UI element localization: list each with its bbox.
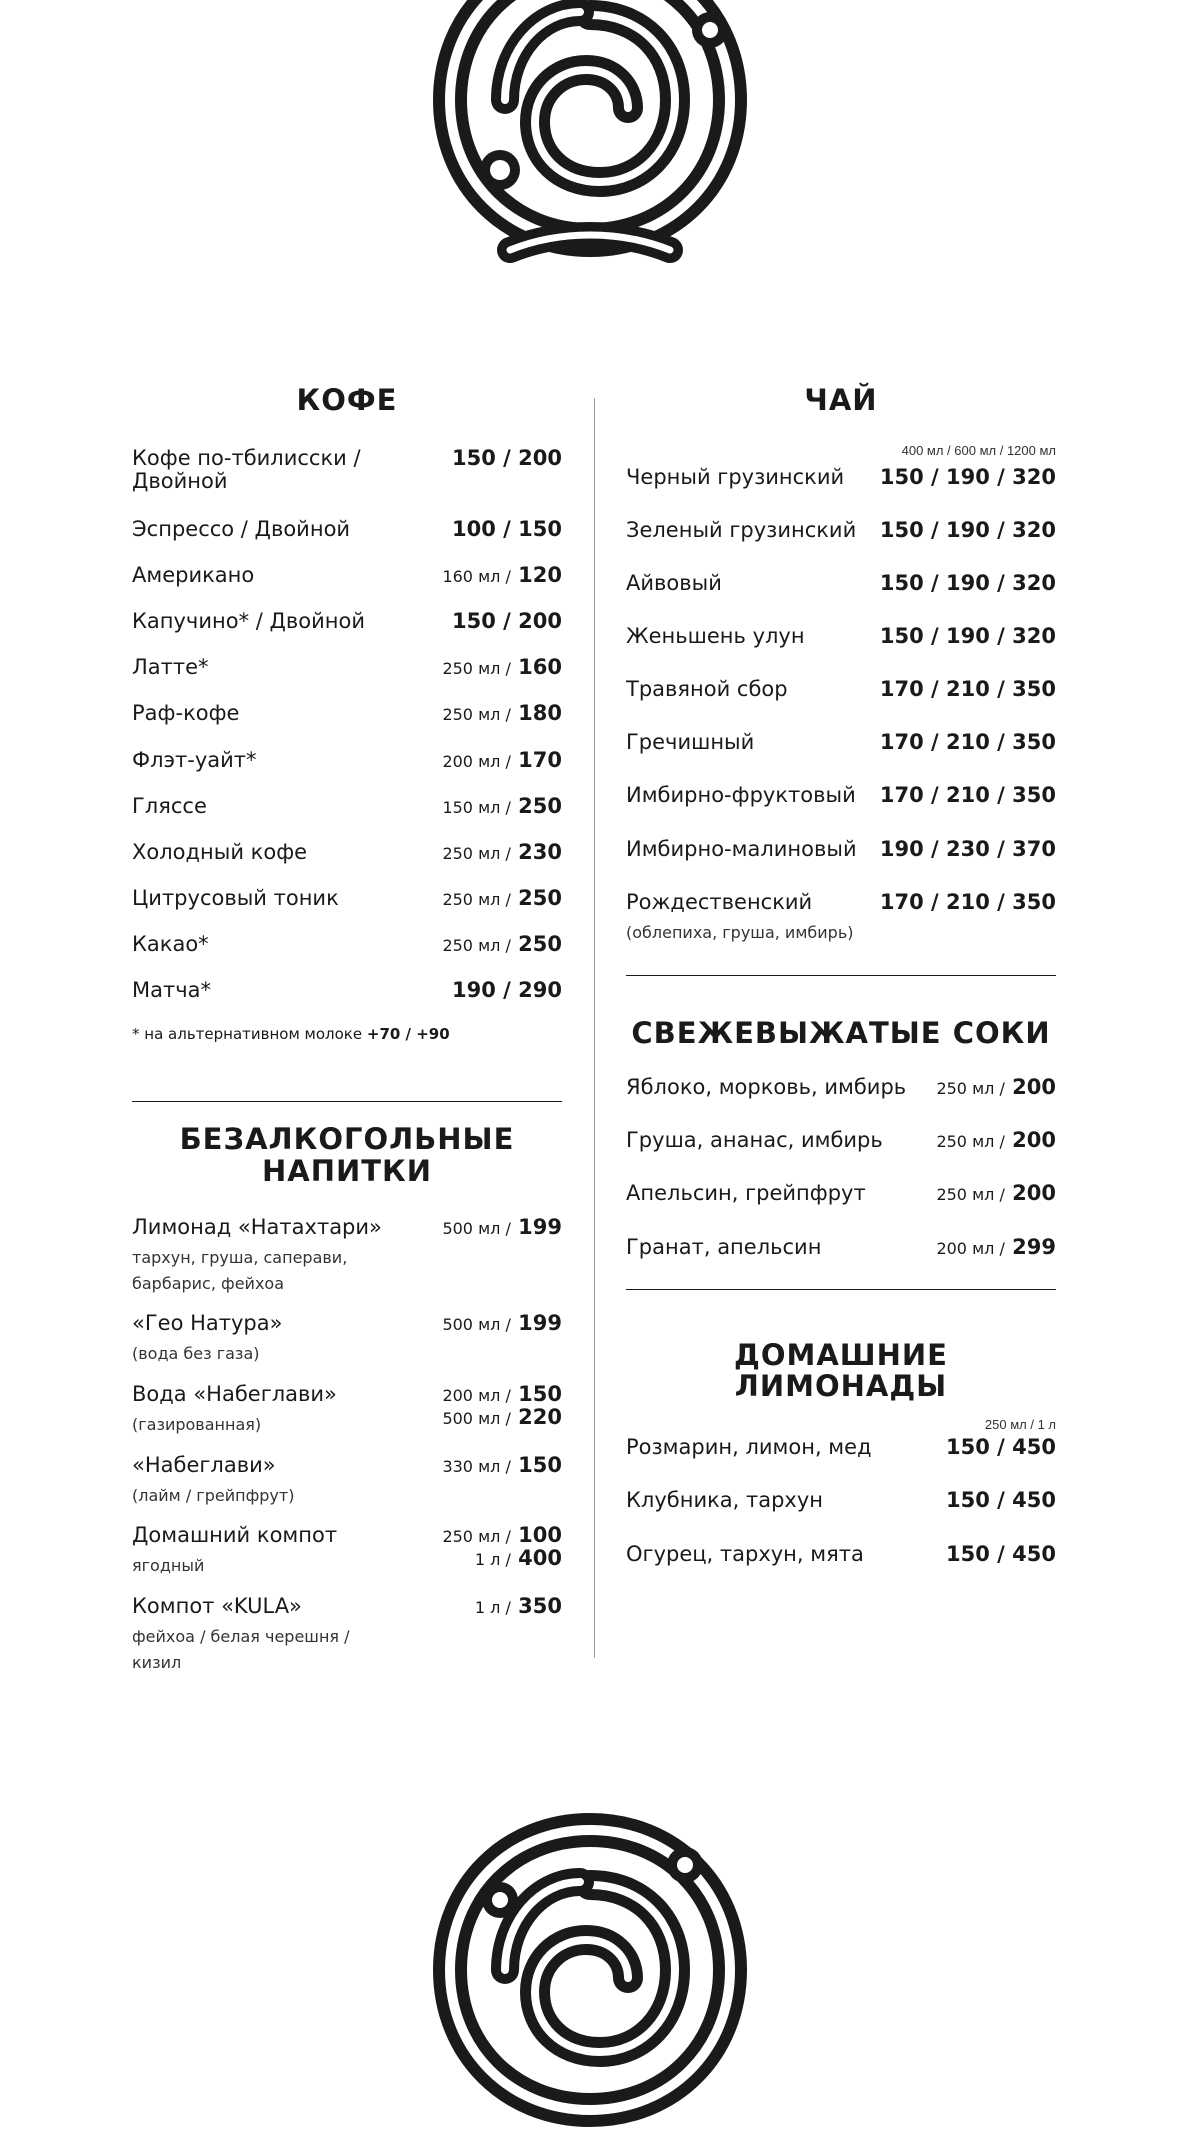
menu-item-row: [132, 1454, 562, 1509]
item-volume: 250 мл /: [936, 1185, 1005, 1205]
item-text: [132, 1454, 294, 1509]
menu-item-row: [132, 1216, 562, 1296]
coffee-list: [132, 447, 562, 1002]
item-description: тархун, груша, саперави, барбарис, фейхоа: [132, 1247, 348, 1293]
menu-item: [626, 572, 1056, 595]
menu-item: [626, 1182, 1056, 1205]
item-price: [452, 610, 562, 633]
menu-item: [132, 1524, 562, 1579]
item-price: [442, 887, 562, 910]
item-price-value: 350: [518, 1593, 562, 1618]
item-name: Зеленый грузинский: [626, 517, 857, 542]
menu-item: [132, 656, 562, 679]
menu-item-row: [132, 1524, 562, 1579]
item-price: [936, 1182, 1056, 1205]
item-name: Розмарин, лимон, мед: [626, 1435, 872, 1460]
tea-volumes-note: 400 мл / 600 мл / 1200 мл: [901, 442, 1056, 458]
menu-item: [132, 979, 562, 1002]
item-name: Эспрессо / Двойной: [132, 517, 351, 542]
item-name: Кофе по-тбилисски / Двойной: [132, 445, 361, 493]
item-description: ягодный: [132, 1556, 205, 1576]
section-divider: [132, 1101, 562, 1102]
item-price: 150 / 450: [946, 1435, 1056, 1460]
price-line: [442, 1383, 562, 1406]
item-price: [442, 564, 562, 587]
item-price-value: 190 / 290: [452, 978, 562, 1003]
soft-drinks-title-line1: БЕЗАЛКОГОЛЬНЫЕ: [179, 1122, 515, 1157]
ornament-logo-icon: [410, 0, 770, 280]
item-volume: 250 мл /: [442, 889, 511, 909]
item-volume: 250 мл /: [442, 705, 511, 725]
item-price: 150 / 190 / 320: [879, 571, 1056, 596]
menu-item: [626, 625, 1056, 648]
item-price-value: 150: [518, 1381, 562, 1406]
menu-item-row: [132, 1312, 562, 1367]
menu-item: [132, 749, 562, 772]
item-name: Айвовый: [626, 571, 722, 596]
item-price: 150 / 450: [946, 1488, 1056, 1513]
item-price: [442, 795, 562, 818]
item-volume: 150 мл /: [442, 797, 511, 817]
item-name: «Гео Натура»: [132, 1311, 283, 1336]
item-price: 150 / 190 / 320: [879, 517, 1056, 542]
item-volume: 500 мл /: [442, 1315, 511, 1335]
item-text: [132, 1312, 282, 1367]
item-name: Лимонад «Натахтари»: [132, 1214, 382, 1239]
item-name: «Набеглави»: [132, 1452, 276, 1477]
item-name: Цитрусовый тоник: [132, 885, 339, 910]
item-text: [626, 891, 853, 946]
item-text: [132, 1595, 392, 1675]
juices-list: [626, 1076, 1056, 1258]
item-price: [442, 933, 562, 956]
soft-drinks-list: [132, 1216, 562, 1675]
item-text: [132, 1383, 337, 1438]
menu-item-row: [132, 1595, 562, 1675]
item-name: Яблоко, морковь, имбирь: [626, 1075, 907, 1100]
lemonades-volumes-note: 250 мл / 1 л: [984, 1417, 1056, 1433]
item-text: [132, 1524, 337, 1579]
menu-item: [132, 933, 562, 956]
item-volume: 330 мл /: [442, 1456, 511, 1476]
item-price: [936, 1129, 1056, 1152]
item-price-value: 199: [518, 1311, 562, 1336]
item-price-value: 170: [518, 747, 562, 772]
item-price-value: 250: [518, 793, 562, 818]
section-divider: [626, 975, 1056, 976]
item-name: Латте*: [132, 655, 209, 680]
item-description: (вода без газа): [132, 1344, 260, 1364]
menu-item: [132, 841, 562, 864]
item-volume: 250 мл /: [442, 1527, 511, 1547]
item-name: Гранат, апельсин: [626, 1234, 822, 1259]
soft-drinks-title-line2: НАПИТКИ: [261, 1154, 432, 1188]
item-price: [475, 1595, 562, 1618]
item-price: [442, 1454, 562, 1477]
item-volume: 250 мл /: [442, 659, 511, 679]
item-volume: 250 мл /: [936, 1132, 1005, 1152]
item-volume: 200 мл /: [442, 1385, 511, 1405]
item-name: Домашний компот: [132, 1523, 338, 1548]
item-price-value: 200: [1012, 1075, 1056, 1100]
coffee-title: КОФЕ: [296, 383, 398, 417]
menu-item: [626, 1489, 1056, 1512]
item-price: [936, 1076, 1056, 1099]
item-name: Капучино* / Двойной: [132, 609, 365, 634]
menu-item: [132, 702, 562, 725]
item-volume: 1 л /: [474, 1550, 511, 1570]
ornament-logo-icon: [410, 1790, 770, 2150]
item-price: [442, 702, 562, 725]
menu-item: [626, 1129, 1056, 1152]
item-name: Американо: [132, 563, 255, 588]
item-price: [442, 749, 562, 772]
section-divider: [626, 1289, 1056, 1290]
item-text: [626, 519, 856, 542]
item-price-value: 400: [518, 1546, 562, 1571]
menu-item: [132, 1595, 562, 1675]
item-name: Клубника, тархун: [626, 1488, 824, 1513]
item-description: (лайм / грейпфрут): [132, 1485, 295, 1505]
item-name: Травяной сбор: [626, 677, 788, 702]
menu-item: [626, 1076, 1056, 1099]
item-description: (газированная): [132, 1414, 262, 1434]
item-name: Какао*: [132, 931, 209, 956]
item-description: фейхоа / белая черешня / кизил: [132, 1627, 350, 1672]
coffee-footnote: [132, 1025, 562, 1043]
price-line: [442, 1216, 562, 1239]
item-price: 190 / 230 / 370: [879, 836, 1056, 861]
item-name: Женьшень улун: [626, 624, 805, 649]
item-name: Флэт-уайт*: [132, 747, 257, 772]
menu-item: [132, 1383, 562, 1438]
item-price-value: 250: [518, 931, 562, 956]
item-price: 170 / 210 / 350: [879, 889, 1056, 914]
item-text: [626, 731, 754, 754]
item-price: [936, 1236, 1056, 1259]
column-divider: [594, 398, 595, 1658]
menu-item-row: [132, 1383, 562, 1438]
price-line: [442, 1406, 562, 1429]
menu-item: [132, 518, 562, 541]
item-name: Гляссе: [132, 793, 207, 818]
item-volume: 500 мл /: [442, 1408, 511, 1428]
menu-item: [132, 564, 562, 587]
item-name: Гречишный: [626, 730, 755, 755]
lemonades-title: ДОМАШНИЕ ЛИМОНАДЫ: [734, 1337, 948, 1404]
item-volume: 250 мл /: [442, 935, 511, 955]
item-name: Груша, ананас, имбирь: [626, 1128, 883, 1153]
item-price-value: 199: [518, 1214, 562, 1239]
item-name: Рождественский: [626, 889, 813, 914]
price-line: [442, 1454, 562, 1477]
item-text: [626, 625, 805, 648]
menu-item: [626, 891, 1056, 946]
menu-item: [626, 466, 1056, 489]
item-volume: 250 мл /: [936, 1079, 1005, 1099]
item-price: [442, 656, 562, 679]
item-name: Раф-кофе: [132, 701, 240, 726]
item-price: 150 / 190 / 320: [879, 624, 1056, 649]
item-text: [626, 678, 788, 701]
item-price: 170 / 210 / 350: [879, 730, 1056, 755]
menu-item: [132, 447, 562, 493]
item-price-value: 120: [518, 563, 562, 588]
menu-item: [132, 1454, 562, 1509]
item-price-value: 150: [518, 1452, 562, 1477]
menu-item: [626, 1543, 1056, 1566]
menu-item: [626, 731, 1056, 754]
item-volume: 160 мл /: [442, 567, 511, 587]
tea-list: [626, 466, 1056, 945]
price-line: [442, 1312, 562, 1335]
price-line: [442, 1547, 562, 1570]
item-name: Имбирно-фруктовый: [626, 783, 856, 808]
item-price-value: 299: [1012, 1234, 1056, 1259]
item-price: [442, 1383, 562, 1429]
item-price-value: 150 / 200: [452, 445, 562, 470]
item-volume: 200 мл /: [442, 751, 511, 771]
menu-item: [626, 838, 1056, 861]
item-text: [626, 572, 722, 595]
menu-item: [626, 784, 1056, 807]
menu-item: [132, 1312, 562, 1367]
item-price: [442, 1312, 562, 1335]
item-volume: 200 мл /: [936, 1238, 1005, 1258]
item-name: Вода «Набеглави»: [132, 1381, 337, 1406]
item-price-value: 230: [518, 839, 562, 864]
menu-item: [132, 887, 562, 910]
item-price-value: 180: [518, 701, 562, 726]
item-price: [452, 447, 562, 470]
tea-title: ЧАЙ: [804, 383, 878, 417]
item-price: 150 / 450: [946, 1541, 1056, 1566]
item-price: [442, 841, 562, 864]
item-volume: 1 л /: [474, 1597, 511, 1617]
item-price-value: 200: [1012, 1128, 1056, 1153]
item-name: Холодный кофе: [132, 839, 308, 864]
item-price: [452, 979, 562, 1002]
lemonades-list: [626, 1436, 1056, 1565]
menu-item: [132, 610, 562, 633]
item-price-value: 160: [518, 655, 562, 680]
item-text: [626, 784, 856, 807]
menu-item: [626, 678, 1056, 701]
item-price: [442, 1216, 562, 1239]
price-line: [475, 1595, 562, 1618]
item-price: 170 / 210 / 350: [879, 783, 1056, 808]
footnote-text: * на альтернативном молоке: [132, 1025, 363, 1044]
item-price: [442, 1524, 562, 1570]
item-text: [132, 1216, 392, 1296]
item-description: (облепиха, груша, имбирь): [626, 922, 854, 942]
left-column: [132, 385, 562, 1691]
ornament-logo-bottom: [410, 1790, 770, 2150]
menu-item: [132, 1216, 562, 1296]
right-column: [626, 385, 1056, 1596]
item-price-value: 100: [518, 1523, 562, 1548]
item-text: [626, 466, 844, 489]
item-volume: 250 мл /: [442, 843, 511, 863]
item-price: 150 / 190 / 320: [879, 464, 1056, 489]
item-volume: 500 мл /: [442, 1218, 511, 1238]
item-price-value: 250: [518, 885, 562, 910]
item-name: Черный грузинский: [626, 464, 845, 489]
soft-drinks-title: [132, 1124, 562, 1188]
item-text: [626, 838, 857, 861]
item-price-value: 200: [1012, 1181, 1056, 1206]
item-name: Огурец, тархун, мята: [626, 1541, 864, 1566]
footnote-price: +70 / +90: [366, 1025, 450, 1044]
item-name: Апельсин, грейпфрут: [626, 1181, 866, 1206]
ornament-logo-top: [410, 0, 770, 280]
item-name: Матча*: [132, 978, 211, 1003]
item-name: Имбирно-малиновый: [626, 836, 857, 861]
item-price-value: 220: [518, 1404, 562, 1429]
price-line: [442, 1524, 562, 1547]
menu-item: [626, 519, 1056, 542]
item-price: [452, 518, 562, 541]
menu-item: [626, 1436, 1056, 1459]
item-name: Компот «KULA»: [132, 1593, 302, 1618]
item-price-value: 150 / 200: [452, 609, 562, 634]
menu-item: [626, 1236, 1056, 1259]
item-price-value: 100 / 150: [452, 517, 562, 542]
item-price: 170 / 210 / 350: [879, 677, 1056, 702]
juices-title: СВЕЖЕВЫЖАТЫЕ СОКИ: [631, 1016, 1051, 1051]
menu-item: [132, 795, 562, 818]
